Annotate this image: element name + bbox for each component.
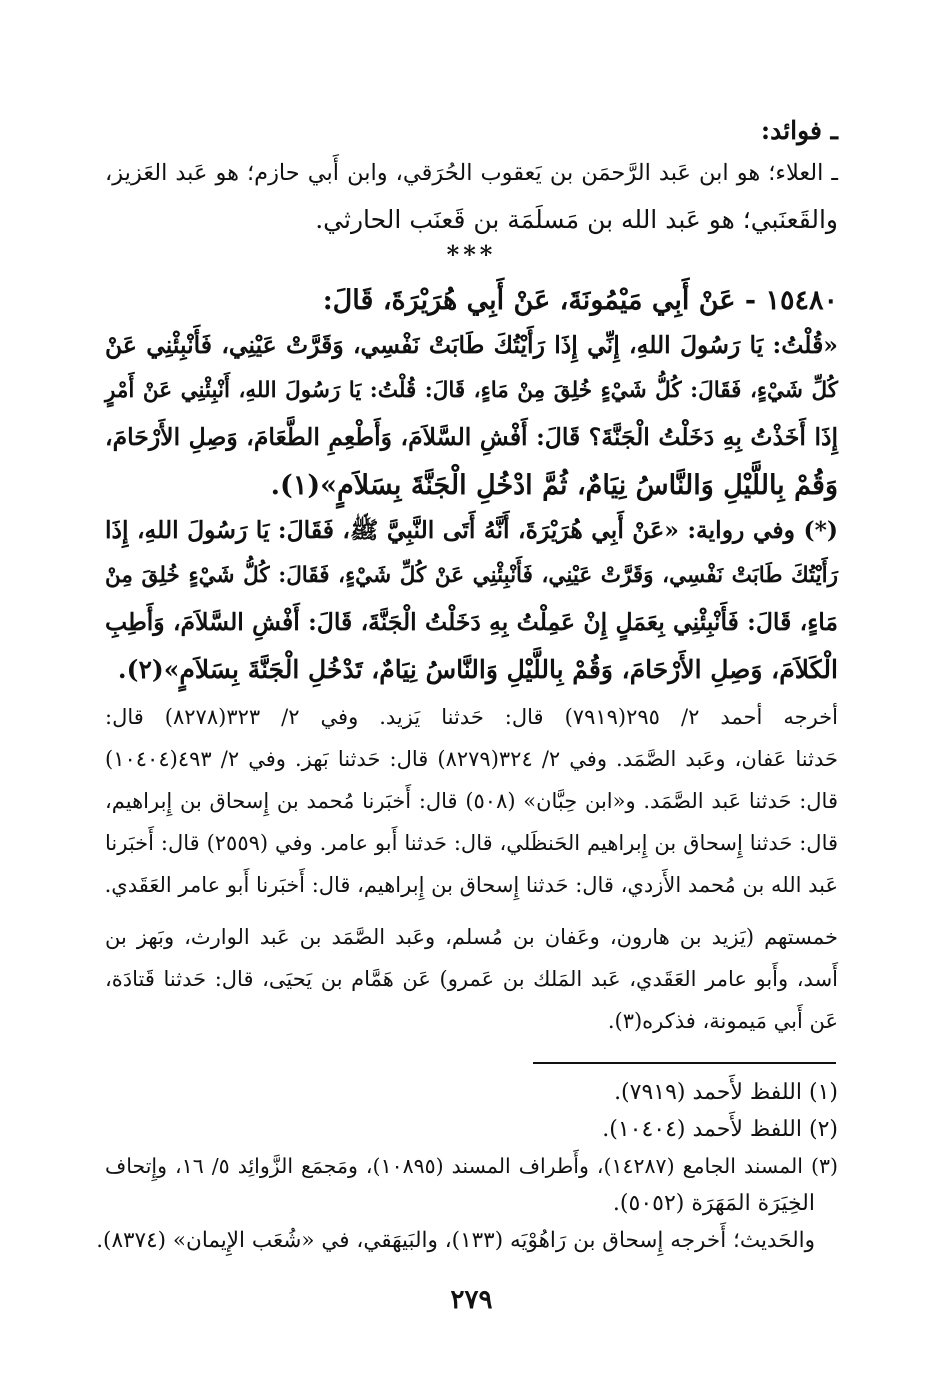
hadith-line-2: كُلِّ شَيْءٍ، فَقَالَ: كُلُّ شَيْءٍ خُلِقَ مِنْ مَاءٍ، قَالَ: قُلْتُ: يَا رَسُولَ اللهِ، أَنْبِئْنِي عَنْ أَمْرٍ (105, 378, 838, 403)
page-number: ٢٧٩ (450, 1285, 493, 1315)
footnote-separator (533, 1062, 836, 1064)
section-separator: *** (446, 240, 497, 269)
footnote-hadith-note: والحَديث؛ أَخرجه إِسحاق بن رَاهُوْيَه (١٣٣)، والبَيهَقي، في «شُعَب الإِيمان» (٨٣٧٤). (96, 1228, 815, 1253)
hadith-line-3: إِذَا أَخَذْتُ بِهِ دَخَلْتُ الْجَنَّةَ؟ قَالَ: أَفْشِ السَّلاَمَ، وَأَطْعِمِ الطَّعَامَ، وَصِلِ الأَرْحَامَ، (105, 423, 838, 451)
section-heading: ـ فوائد: (760, 116, 838, 145)
footnote-1: (١) اللفظ لأَحمد (٧٩١٩). (614, 1080, 838, 1105)
takhrij-line-4: قال: حَدثنا إِسحاق بن إِبراهيم الحَنظَلي، قال: حَدثنا أَبو عامر. وفي (٢٥٥٩) قال: أَخبَرنا (105, 831, 839, 855)
takhrij-line-3: قال: حَدثنا عَبد الصَّمَد. و«ابن حِبَّان» (٥٠٨) قال: أَخبَرنا مُحمد بن إِسحاق بن إِبراهيم، (105, 789, 838, 813)
hadith-line-1: «قُلْتُ: يَا رَسُولَ اللهِ، إِنِّي إِذَا رَأَيْتُكَ طَابَتْ نَفْسِي، وَقَرَّتْ عَيْنِي، فَأَنْبِئْنِي عَنْ (105, 331, 838, 359)
hadith-line-4: وَقُمْ بِاللَّيْلِ وَالنَّاسُ نِيَامٌ، ثُمَّ ادْخُلِ الْجَنَّةَ بِسَلاَمٍ»(١). (270, 470, 838, 501)
footnote-3-continued: الخِيَرَة المَهَرَة (٥٠٥٢). (612, 1191, 815, 1216)
riwaya-line-3: مَاءٍ، قَالَ: فَأَنْبِئْنِي بِعَمَلٍ إِنْ عَمِلْتُ بِهِ دَخَلْتُ الْجَنَّةَ، قَالَ: أَفْشِ السَّلاَمَ، وَأَطِبِ (105, 608, 838, 636)
khamsatuhum-line-3: عَن أَبي مَيمونة، فذكره(٣). (607, 1009, 838, 1033)
takhrij-line-2: حَدثنا عَفان، وعَبد الصَّمَد. وفي ٢/ ٣٢٤(٨٢٧٩) قال: حَدثنا بَهز. وفي ٢/ ٤٩٣(١٠٤٠٤) (105, 747, 838, 771)
footnote-2: (٢) اللفظ لأَحمد (١٠٤٠٤). (602, 1117, 838, 1142)
notes-line-2: والقَعنَبي؛ هو عَبد الله بن مَسلَمَة بن قَعنَب الحارثي. (315, 205, 838, 234)
khamsatuhum-line-1: خمستهم (يَزيد بن هارون، وعَفان بن مُسلم، وعَبد الصَّمَد بن عَبد الوارث، وبَهز بن (105, 925, 838, 949)
footnote-3: (٣) المسند الجامع (١٤٢٨٧)، وأَطراف المسند (١٠٨٩٥)، ومَجمَع الزَّوائِد ٥/ ١٦، وإِتحاف (105, 1154, 839, 1178)
notes-line-1: ـ العلاء؛ هو ابن عَبد الرَّحمَن بن يَعقوب الحُرَقي، وابن أَبي حازم؛ هو عَبد العَزيز، (105, 160, 838, 186)
riwaya-line-2: رَأَيْتُكَ طَابَتْ نَفْسِي، وَقَرَّتْ عَيْنِي، فَأَنْبِئْنِي عَنْ كُلِّ شَيْءٍ، فَقَالَ: كُلُّ شَيْءٍ خُلِقَ مِنْ (105, 563, 838, 588)
riwaya-line-1: (*) وفي رواية: «عَنْ أَبِي هُرَيْرَةَ، أَنَّهُ أَتَى النَّبِيَّ ﷺ، فَقَالَ: يَا رَسُولَ اللهِ، إِذَا (105, 516, 838, 544)
khamsatuhum-line-2: أَسد، وأَبو عامر العَقَدي، عَبد المَلك بن عَمرو) عَن هَمَّام بن يَحيَى، قال: حَدثنا قَتادَة، (105, 967, 838, 991)
riwaya-line-4: الْكَلاَمَ، وَصِلِ الأَرْحَامَ، وَقُمْ بِاللَّيْلِ وَالنَّاسُ نِيَامٌ، تَدْخُلِ الْجَنَّةَ بِسَلاَمٍ»(٢). (117, 655, 838, 684)
takhrij-line-1: أخرجه أحمد ٢/ ٢٩٥(٧٩١٩) قال: حَدثنا يَزيد. وفي ٢/ ٣٢٣(٨٢٧٨) قال: (105, 705, 838, 729)
hadith-heading: ١٥٤٨٠ - عَنْ أَبِي مَيْمُونَةَ، عَنْ أَبِي هُرَيْرَةَ، قَالَ: (322, 285, 838, 316)
takhrij-line-5: عَبد الله بن مُحمد الأَزدي، قال: حَدثنا إِسحاق بن إِبراهيم، قال: أَخبَرنا أَبو عامر العَقَدي. (104, 873, 838, 897)
